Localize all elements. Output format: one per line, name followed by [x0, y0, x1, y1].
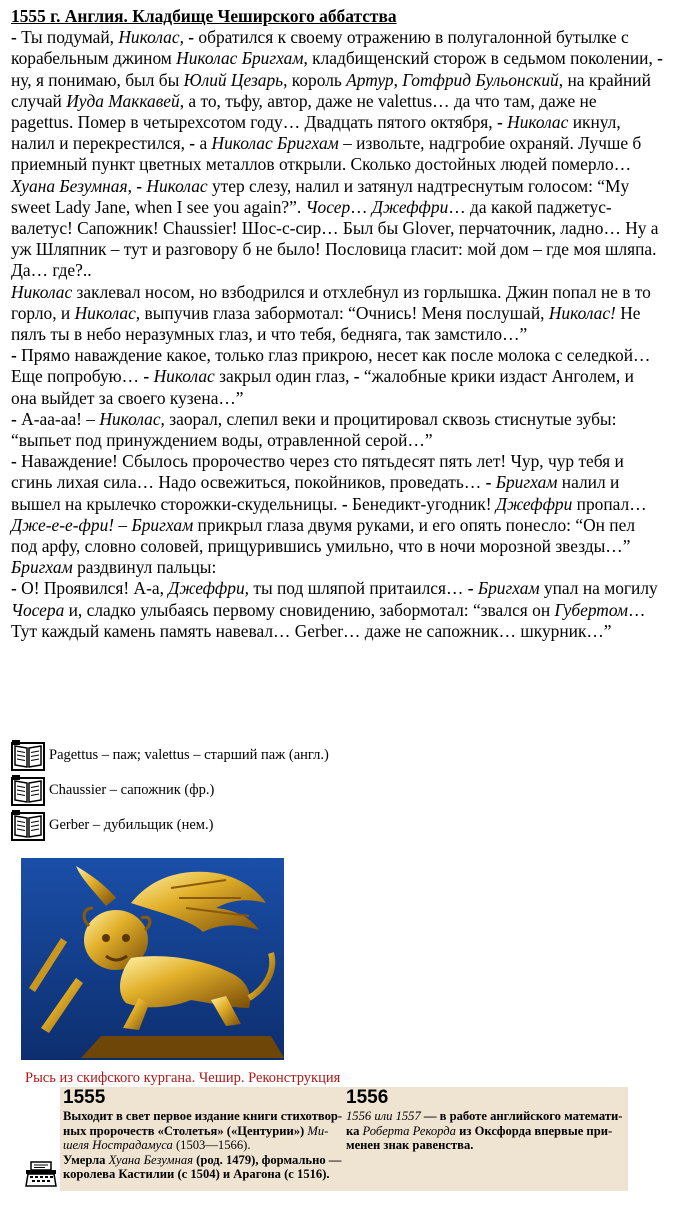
- text-run: Роберта Рекорда: [362, 1123, 456, 1138]
- text-run: Николас Бригхам: [176, 48, 304, 69]
- text-run: Наваждение! Сбылось пророчество через сто пятьдесят пять лет! Чур, чур тебя и сгинь лихая сила… Надо освежиться, покойников, проведать…: [11, 451, 624, 493]
- text-run: Не пялъ ты в небо неразумных глаз, и что тебя, бедняга, так замстило…”: [11, 302, 641, 345]
- timeline-year-1555: 1555: [63, 1087, 106, 1108]
- text-run: -: [143, 366, 150, 387]
- document-body: [11, 6, 663, 642]
- text-run: Хуана Безумная: [11, 175, 128, 196]
- text-run: Бригхам: [11, 557, 73, 578]
- photo-winged-lion: [21, 858, 284, 1060]
- timeline-left-events: [63, 1109, 345, 1182]
- text-run: Николас: [146, 175, 208, 196]
- timeline-event-line: [346, 1124, 626, 1139]
- text-run: ,: [179, 27, 189, 48]
- text-run: менен знак равенства.: [346, 1138, 474, 1153]
- text-run: , заорал, слепил веки и процитировал сквозь стиснутые зубы: “выпьет под принуждением воды, отравленной серой…”: [11, 408, 617, 451]
- text-run: , а то, тьфу, автор, даже не valettus… да что там, даже не pagettus. Помер в четырехсотом году… Двадцать пятого октября,: [11, 90, 597, 133]
- text-run: упал на могилу: [539, 578, 658, 599]
- story-paragraph: [11, 578, 663, 642]
- text-run: “жалобные крики издаст Анголем, и она выйдет за своего кузена…”: [11, 366, 634, 408]
- text-run: -: [136, 175, 143, 196]
- text-run: -: [11, 578, 22, 599]
- timeline-year-1556: 1556: [346, 1087, 389, 1108]
- text-run: Дже-е-е-фри!: [11, 514, 115, 535]
- text-run: ка: [346, 1123, 363, 1138]
- text-run: -: [341, 493, 348, 514]
- text-run: Губертом: [554, 599, 629, 620]
- text-run: заклевал носом, но взбодрился и отхлебнул из горлышка. Джин попал не в то горло, и: [11, 281, 651, 323]
- text-run: ну, я понимаю, был бы: [11, 69, 184, 90]
- text-run: -: [189, 133, 196, 154]
- story-paragraphs: [11, 27, 663, 642]
- text-run: О! Проявился! А-а,: [21, 578, 169, 599]
- story-paragraph: [11, 345, 663, 409]
- story-paragraph: [11, 451, 663, 557]
- text-run: Бригхам: [495, 472, 558, 493]
- timeline-box: [60, 1087, 628, 1191]
- text-run: Ты подумай,: [21, 27, 119, 48]
- document-title: 1555 г. Англия. Кладбище Чеширского аббатства: [11, 6, 397, 26]
- book-icon: [11, 774, 45, 806]
- text-run: Артур: [346, 69, 394, 90]
- text-run: , кладбищенский сторож в седьмом поколении,: [303, 48, 658, 69]
- text-run: Выходит в свет первое издание книги стихотвор-: [63, 1109, 343, 1123]
- text-run: Николас!: [548, 302, 616, 323]
- text-run: Николас Бригхам: [211, 133, 339, 154]
- text-run: раздвинул пальцы:: [72, 557, 217, 578]
- timeline-right-events: [346, 1109, 626, 1153]
- story-paragraph: [11, 557, 663, 578]
- timeline-event-line: [63, 1124, 345, 1139]
- text-run: -: [188, 27, 195, 48]
- text-run: , на крайний случай: [11, 69, 651, 111]
- text-run: … Тут каждый камень память навевал… Gerber… даже не сапожник… шкурник…”: [11, 599, 646, 641]
- winged-lion-illustration: [21, 858, 284, 1060]
- text-run: Николас,: [74, 302, 141, 323]
- text-run: и, сладко улыбаясь первому сновидению, забормотал: “звался он: [64, 599, 555, 620]
- text-run: ,: [393, 69, 403, 90]
- timeline-event-line: [63, 1167, 345, 1182]
- timeline-left-column: [63, 1087, 345, 1182]
- text-run: Николас: [118, 27, 180, 48]
- text-run: Умерла: [63, 1152, 109, 1167]
- footnote-text: Chaussier – сапожник (фр.): [49, 781, 215, 798]
- timeline-event-line: [346, 1138, 626, 1153]
- text-run: -: [11, 451, 22, 472]
- text-run: Николас: [507, 112, 569, 133]
- text-run: Чосера: [11, 599, 65, 620]
- text-run: Николас: [99, 408, 161, 429]
- text-run: -: [11, 27, 22, 48]
- text-run: ты под шляпой притаился…: [249, 578, 468, 599]
- text-run: Бригхам: [477, 578, 540, 599]
- text-run: ных пророчеств «Столетья» («Центурии»): [63, 1123, 308, 1138]
- book-icon: [11, 809, 45, 841]
- text-run: прикрыл глаза двумя руками, и его опять понесло: “Он пел под арфу, словно соловей, прищурившись умильно, что в ночи морозной звезды…”: [11, 514, 635, 557]
- text-run: королева Кастилии (с 1504) и Арагона (с 1516).: [63, 1167, 330, 1182]
- text-run: –: [114, 514, 132, 535]
- text-run: обратился к своему отражению в полугалонной бутылке с корабельным джином: [11, 27, 629, 69]
- text-run: налил и вышел на крылечко сторожки-скудельницы.: [11, 472, 620, 514]
- text-run: -: [467, 578, 474, 599]
- text-run: -: [657, 48, 663, 69]
- book-icon: [11, 739, 45, 771]
- text-run: Ми-: [307, 1123, 329, 1138]
- timeline-event-line: [63, 1109, 345, 1124]
- timeline-right-column: [346, 1087, 626, 1153]
- timeline-event-line: [346, 1109, 626, 1124]
- text-run: (1503—1566).: [172, 1138, 251, 1153]
- text-run: – извольте, надгробие охраняй. Лучше б приемный пункт цветных металлов открыли. Сколько достойных людей померло…: [11, 133, 642, 175]
- text-run: утер слезу, налил и затянул надтреснутым голосом: “My sweet Lady Jane, when I see you again?”.: [11, 175, 630, 217]
- text-run: из Оксфорда впервые при-: [455, 1123, 613, 1138]
- text-run: ,: [127, 175, 137, 196]
- text-run: а: [195, 133, 212, 154]
- text-run: Джеффри: [371, 196, 449, 217]
- text-run: 1556 или 1557: [346, 1109, 421, 1123]
- text-run: -: [485, 472, 492, 493]
- typewriter-icon: [25, 1160, 57, 1188]
- text-run: Прямо наваждение какое, только глаз прикрою, несет как после молока с селедкой… Еще попробую…: [11, 345, 651, 387]
- text-run: Готфрид Бульонский: [402, 69, 559, 90]
- text-run: … да какой паджетус-валетус! Сапожник! Chaussier! Шос-с-сир… Был бы Glover, перчаточник, ладно… Ну а уж Шляпник – тут и разговору б не было! Пословица гласит: мой дом – где моя шляпа. Да… где?..: [11, 196, 659, 281]
- text-run: икнул, налил и перекрестился,: [11, 112, 621, 154]
- text-run: выпучив глаза забормотал: “Очнись! Меня послушай,: [140, 302, 549, 323]
- text-run: (род. 1479), формально —: [193, 1152, 342, 1167]
- text-run: закрыл один глаз,: [214, 366, 354, 387]
- text-run: А-аа-аа! –: [21, 408, 100, 429]
- text-run: Николас: [153, 366, 215, 387]
- text-run: -: [353, 366, 360, 387]
- footnote-text: Gerber – дубильщик (нем.): [49, 816, 214, 833]
- story-paragraph: [11, 409, 663, 451]
- text-run: Чосер: [305, 196, 351, 217]
- text-run: Николас: [11, 281, 73, 302]
- text-run: пропал…: [572, 493, 647, 514]
- text-run: Хуана Безумная: [108, 1152, 193, 1167]
- text-run: Бенедикт-угодник!: [347, 493, 496, 514]
- footnote-3: [11, 808, 213, 842]
- text-run: , король: [283, 69, 347, 90]
- footnote-2: [11, 773, 214, 807]
- text-run: шеля Нострадамуса: [63, 1138, 173, 1153]
- text-run: Бригхам: [131, 514, 194, 535]
- text-run: -: [11, 345, 22, 366]
- text-run: Джеффри,: [168, 578, 250, 599]
- photo-caption: Рысь из скифского кургана. Чешир. Реконструкция: [25, 1070, 341, 1086]
- text-run: Джеффри: [495, 493, 573, 514]
- text-run: …: [350, 196, 372, 217]
- text-run: Иуда Маккавей: [66, 90, 180, 111]
- text-run: Юлий Цезарь: [183, 69, 284, 90]
- timeline-event-line: [63, 1138, 345, 1153]
- timeline-event-line: [63, 1153, 345, 1168]
- text-run: -: [496, 112, 503, 133]
- story-paragraph: [11, 282, 663, 346]
- text-run: — в работе английского математи-: [420, 1109, 623, 1123]
- text-run: -: [11, 408, 22, 429]
- footnote-text: Pagettus – паж; valettus – старший паж (англ.): [49, 746, 329, 763]
- story-paragraph: [11, 27, 663, 281]
- footnote-1: [11, 738, 329, 772]
